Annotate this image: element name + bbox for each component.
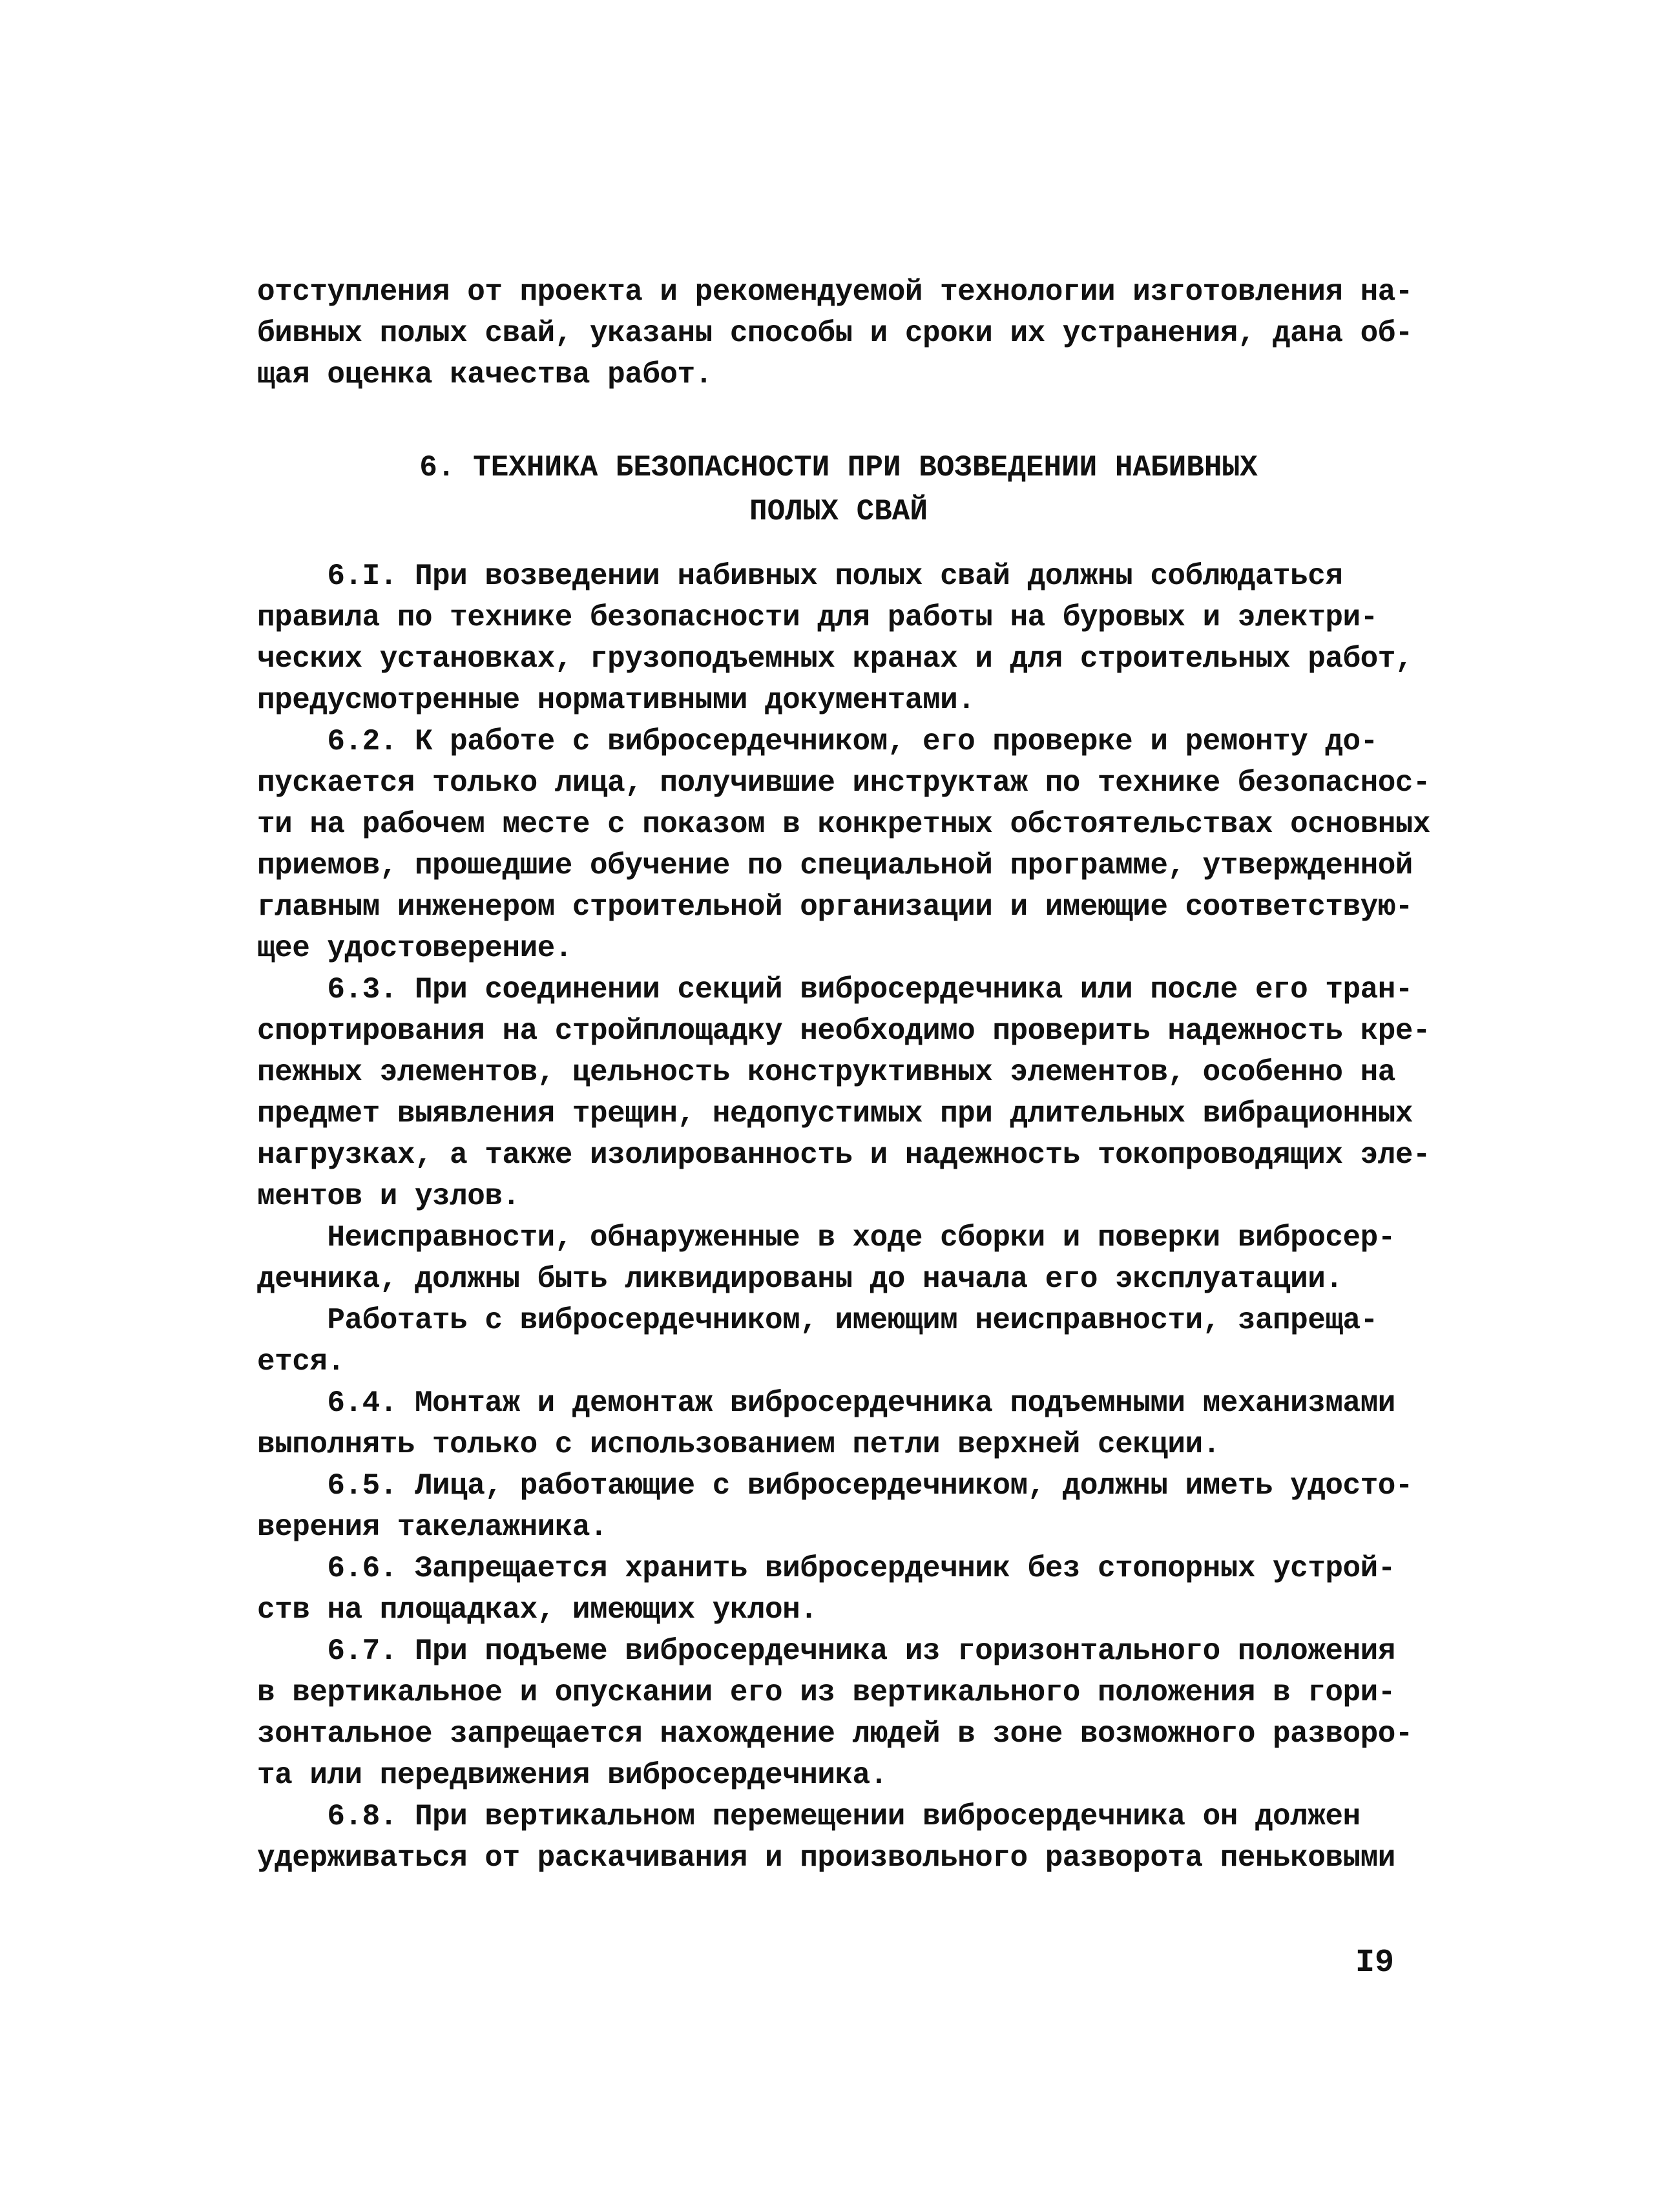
body-line: та или передвижения вибросердечника. (257, 1758, 888, 1792)
section-heading (257, 446, 1420, 534)
page-number: I9 (1355, 1945, 1395, 1981)
body-line: выполнять только с использованием петли верхней секции. (257, 1428, 1220, 1461)
intro-line: бивных полых свай, указаны способы и сроки их устранения, дана об- (257, 317, 1413, 350)
body-line: предусмотренные нормативными документами. (257, 683, 975, 717)
intro-line: отступления от проекта и рекомендуемой технологии изготовления на- (257, 275, 1413, 309)
body-line: 6.4. Монтаж и демонтаж вибросердечника подъемными механизмами (257, 1386, 1395, 1420)
section-heading-line: 6. ТЕХНИКА БЕЗОПАСНОСТИ ПРИ ВОЗВЕДЕНИИ НАБИВНЫХ (419, 451, 1258, 485)
body-line: зонтальное запрещается нахождение людей в зоне возможного разворо- (257, 1717, 1413, 1751)
section-heading-line: ПОЛЫХ СВАЙ (749, 495, 928, 528)
body-line: ств на площадках, имеющих уклон. (257, 1593, 818, 1627)
body-line: 6.5. Лица, работающие с вибросердечником, должны иметь удосто- (257, 1469, 1413, 1503)
body-line: щее удостоверение. (257, 932, 572, 965)
body-line: 6.6. Запрещается хранить вибросердечник без стопорных устрой- (257, 1552, 1395, 1585)
body-line: предмет выявления трещин, недопустимых при длительных вибрационных (257, 1097, 1413, 1131)
body-line: главным инженером строительной организации и имеющие соответствую- (257, 890, 1413, 924)
section-body (257, 556, 1431, 1879)
intro-paragraph (257, 271, 1420, 395)
body-line: 6.I. При возведении набивных полых свай должны соблюдаться (257, 559, 1343, 593)
body-line: ется. (257, 1345, 345, 1379)
intro-line: щая оценка качества работ. (257, 358, 713, 391)
body-line: 6.3. При соединении секций вибросердечника или после его тран- (257, 973, 1413, 1007)
body-line: правила по технике безопасности для работы на буровых и электри- (257, 601, 1378, 634)
body-line: нагрузках, а также изолированность и надежность токопроводящих эле- (257, 1138, 1431, 1172)
body-line: спортирования на стройплощадку необходимо проверить надежность кре- (257, 1014, 1431, 1048)
body-line: 6.8. При вертикальном перемещении вибросердечника он должен (257, 1800, 1361, 1833)
body-line: ментов и узлов. (257, 1180, 520, 1213)
body-line: пускается только лица, получившие инструктаж по технике безопаснос- (257, 766, 1431, 800)
body-line: верения такелажника. (257, 1510, 608, 1544)
body-line: удерживаться от раскачивания и произвольного разворота пеньковыми (257, 1841, 1395, 1875)
body-line: в вертикальное и опускании его из вертикального положения в гори- (257, 1676, 1395, 1709)
body-line: ческих установках, грузоподъемных кранах и для строительных работ, (257, 642, 1413, 676)
body-line: дечника, должны быть ликвидированы до начала его эксплуатации. (257, 1262, 1343, 1296)
body-line: Работать с вибросердечником, имеющим неисправности, запреща- (257, 1304, 1378, 1337)
body-line: 6.2. К работе с вибросердечником, его проверке и ремонту до- (257, 725, 1378, 758)
body-line: 6.7. При подъеме вибросердечника из горизонтального положения (257, 1634, 1395, 1668)
body-line: приемов, прошедшие обучение по специальной программе, утвержденной (257, 849, 1413, 882)
body-line: ти на рабочем месте с показом в конкретных обстоятельствах основных (257, 808, 1431, 841)
body-line: пежных элементов, цельность конструктивных элементов, особенно на (257, 1056, 1395, 1089)
body-line: Неисправности, обнаруженные в ходе сборки и поверки вибросер- (257, 1221, 1395, 1255)
